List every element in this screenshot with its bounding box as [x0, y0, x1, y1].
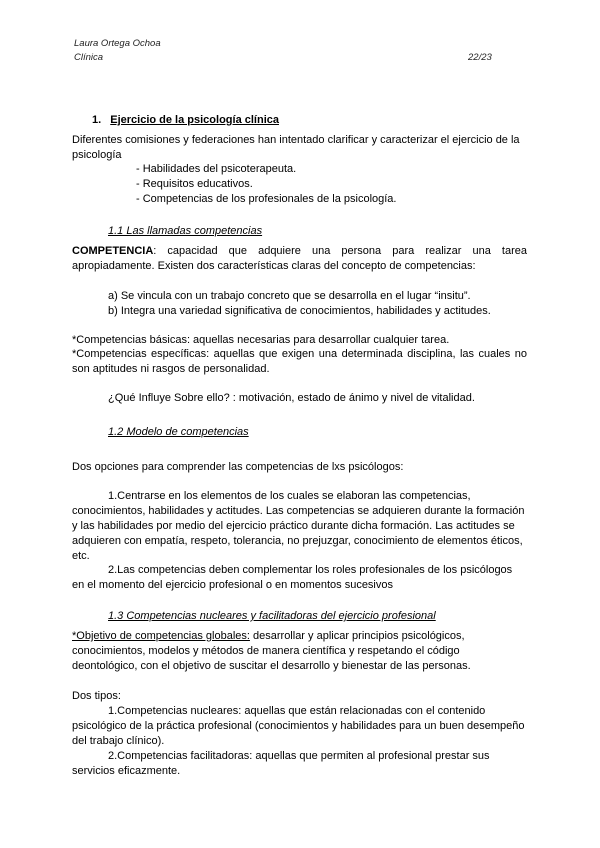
- model-option-2: 2.Las competencias deben complementar los roles profesionales de los psicólogos en el momento del ejercicio profesional o en momentos sucesivos: [72, 564, 513, 591]
- global-objective-text: desarrollar y aplicar principios psicológicos, conocimientos, modelos y métodos de manera científica y respetando el código deontológico, con el objetivo de suscitar el desarrollo y bienestar de las personas.: [72, 630, 471, 672]
- header-page-number: 22/23: [468, 52, 492, 63]
- bullet-item: - Competencias de los profesionales de la psicología.: [136, 193, 397, 205]
- specific-competencies: *Competencias específicas: aquellas que exigen una determinada disciplina, las cuales no son aptitudes ni rasgos de personalidad.: [72, 348, 527, 375]
- section-number: 1.: [92, 114, 102, 126]
- global-objective-label: *Objetivo de competencias globales:: [72, 630, 250, 642]
- type-nuclear: 1.Competencias nucleares: aquellas que están relacionadas con el contenido psicológico de la práctica profesional (conocimientos y habilidades para un buen desempeño del trabajo clínico).: [72, 705, 525, 747]
- competencia-definition: [72, 244, 527, 274]
- competencia-term: COMPETENCIA: [72, 245, 154, 257]
- competencia-item-b: b) Integra una variedad significativa de conocimientos, habilidades y actitudes.: [108, 305, 491, 317]
- section-title: Ejercicio de la psicología clínica: [110, 114, 279, 126]
- header-subject: Clínica: [74, 52, 104, 63]
- header-author: Laura Ortega Ochoa: [74, 38, 161, 49]
- bullet-item: - Requisitos educativos.: [136, 178, 253, 190]
- section-heading: [92, 113, 279, 127]
- global-objective: [72, 629, 527, 674]
- model-intro: Dos opciones para comprender las competencias de lxs psicólogos:: [72, 461, 404, 473]
- types-label: Dos tipos:: [72, 690, 121, 702]
- section-intro: Diferentes comisiones y federaciones han intentado clarificar y caracterizar el ejercicio de la psicología: [72, 134, 520, 161]
- influence-question: ¿Qué Influye Sobre ello? : motivación, estado de ánimo y nivel de vitalidad.: [108, 392, 475, 404]
- subsection-title-1-3: 1.3 Competencias nucleares y facilitadoras del ejercicio profesional: [108, 610, 436, 622]
- competencia-text: : capacidad que adquiere una persona para realizar una tarea apropiadamente. Existen dos características claras del concepto de competencias:: [72, 245, 527, 272]
- subsection-title-1-1: 1.1 Las llamadas competencias: [108, 225, 263, 237]
- model-option-1: 1.Centrarse en los elementos de los cuales se elaboran las competencias, conocimientos, habilidades y actitudes. Las competencias se adquieren durante la formación y las habilidades por medio del ejercicio práctico durante dicha formación. Las actitudes se adquieren con empatía, respeto, tolerancia, no prejuzgar, conocimiento de elementos éticos, etc.: [72, 490, 525, 562]
- basic-competencies: *Competencias básicas: aquellas necesarias para desarrollar cualquier tarea.: [72, 334, 450, 346]
- bullet-item: - Habilidades del psicoterapeuta.: [136, 163, 297, 175]
- type-facilitator: 2.Competencias facilitadoras: aquellas que permiten al profesional prestar sus servicios eficazmente.: [72, 750, 490, 777]
- competencia-item-a: a) Se vincula con un trabajo concreto que se desarrolla en el lugar “insitu”.: [108, 290, 471, 302]
- subsection-title-1-2: 1.2 Modelo de competencias: [108, 426, 249, 438]
